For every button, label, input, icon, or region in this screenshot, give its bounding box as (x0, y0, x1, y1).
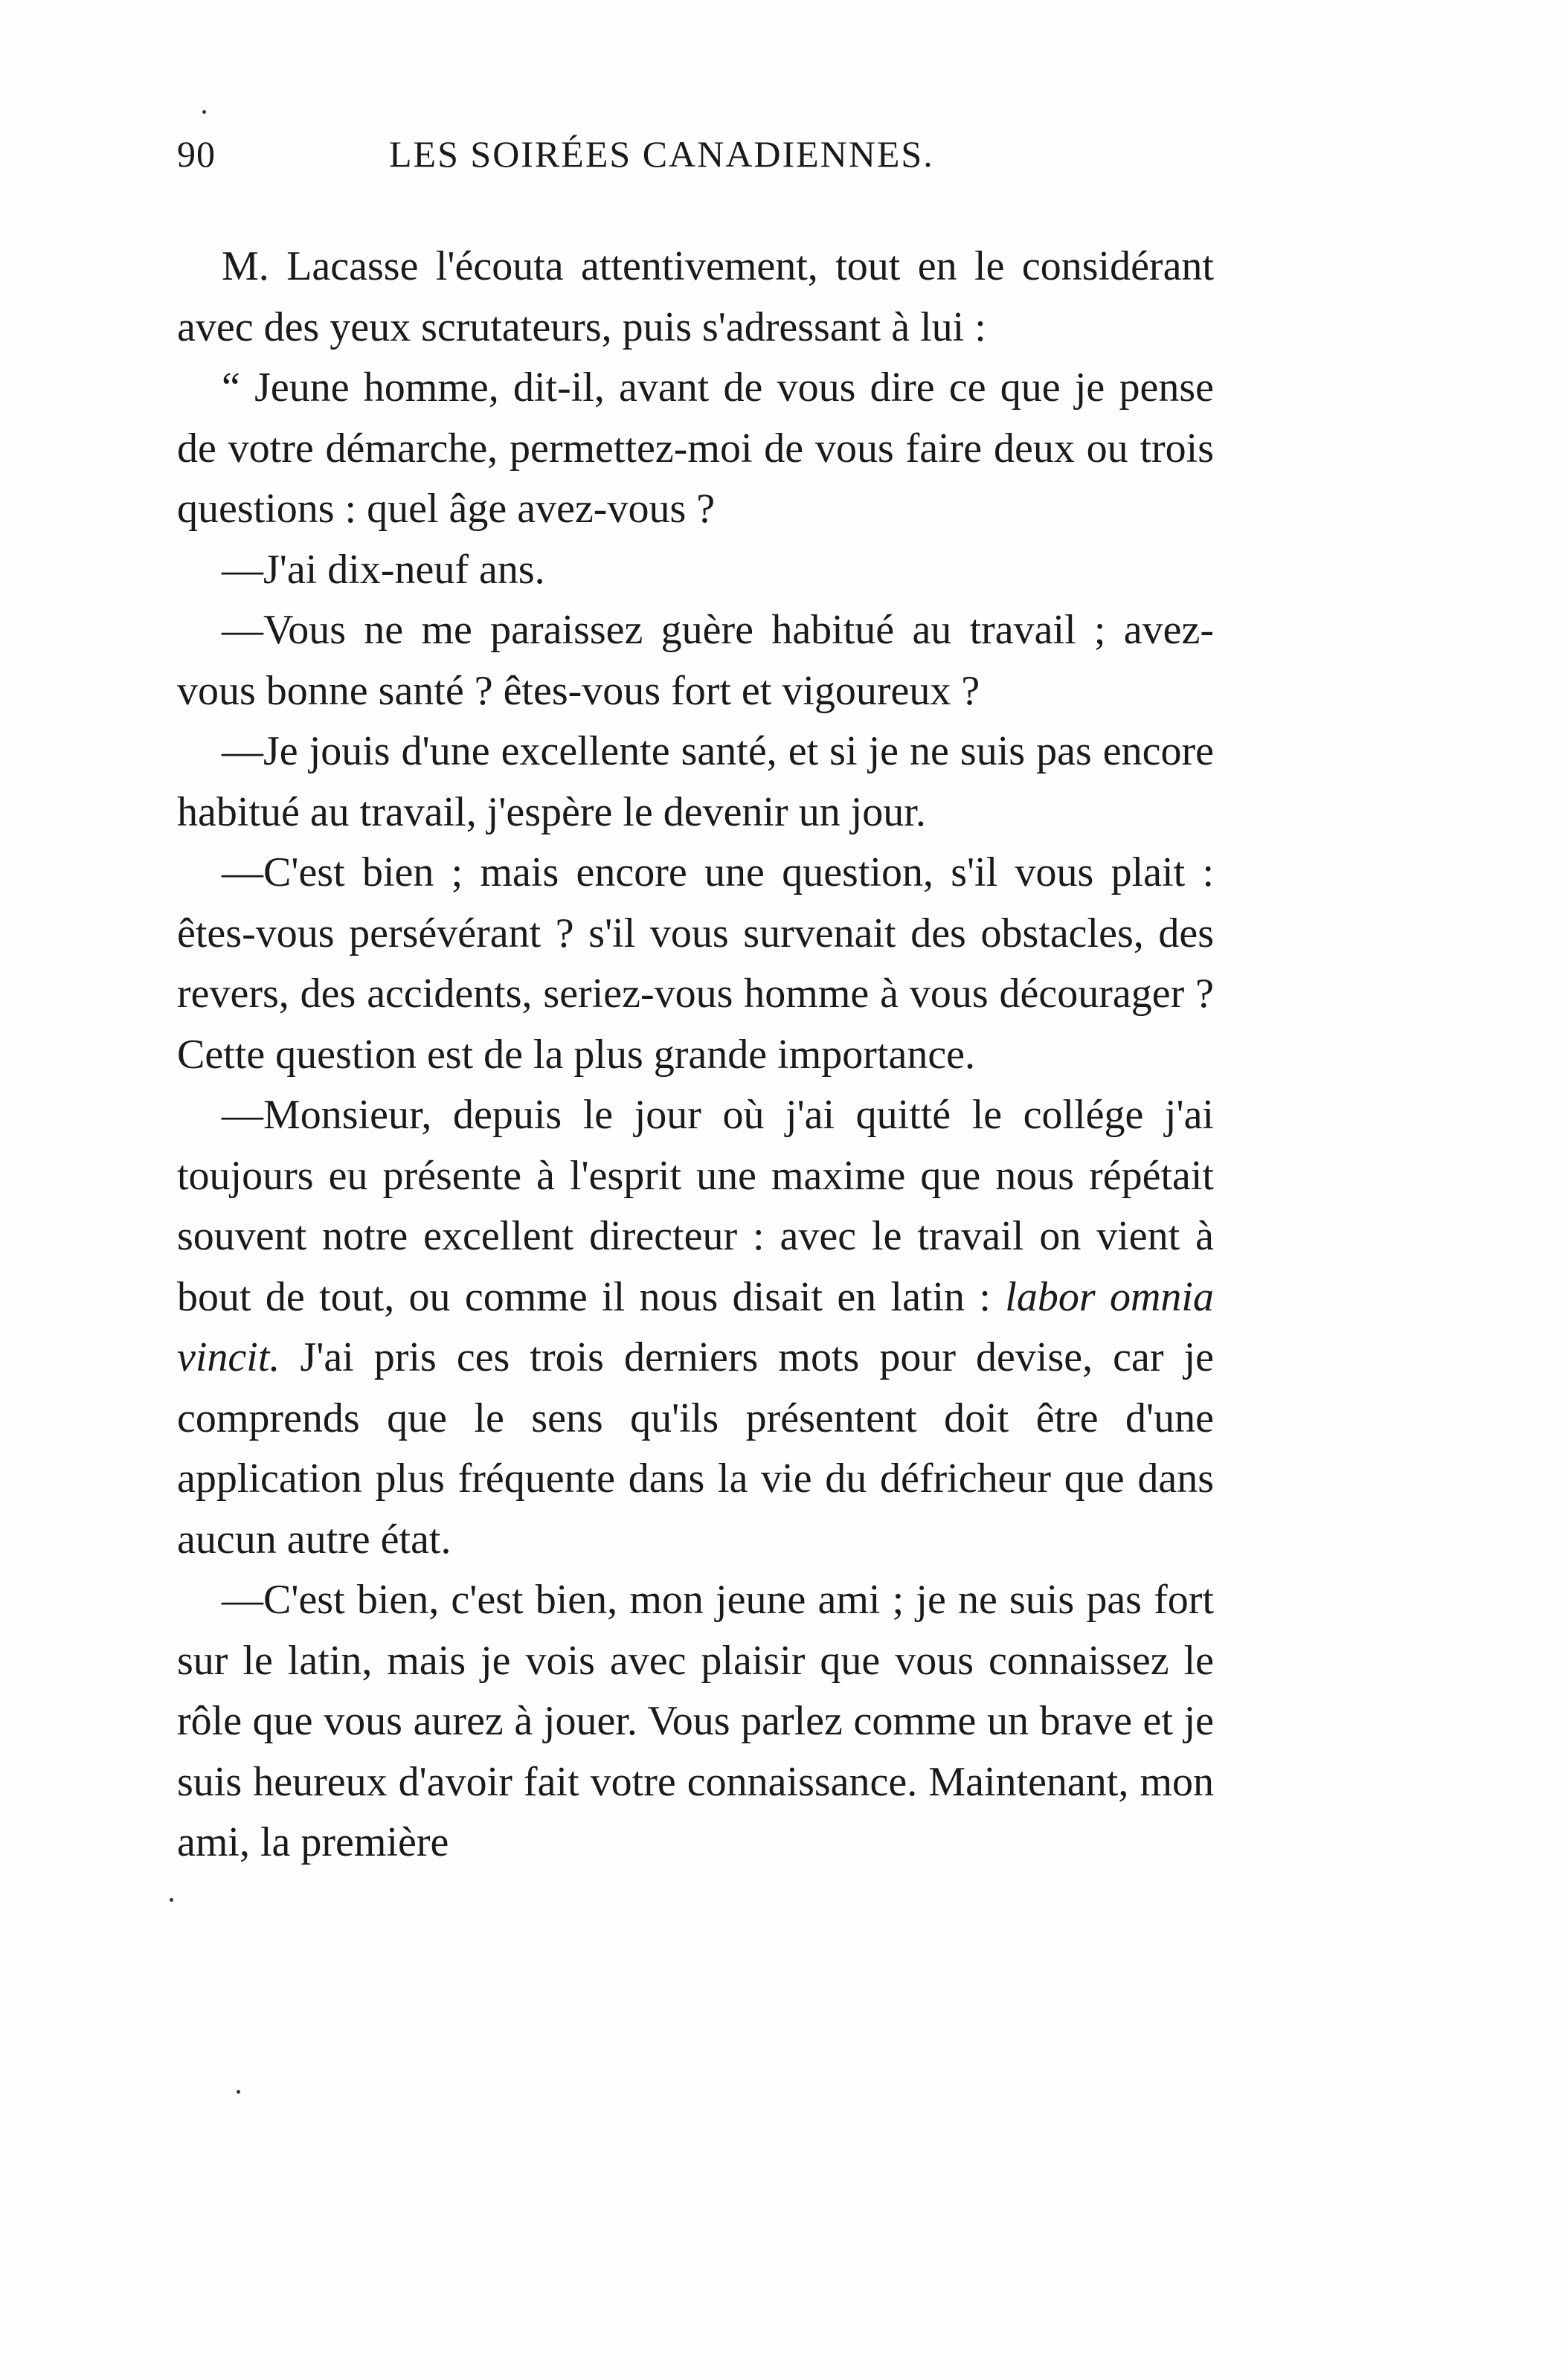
print-speck (237, 2090, 240, 2094)
latin-motto: labor omnia vincit. (177, 1273, 1214, 1380)
print-speck (202, 110, 206, 114)
paragraph: M. Lacasse l'écouta attentivement, tout en le considérant avec des yeux scrutateurs, puis s'adressant à lui : (177, 243, 1214, 350)
paragraph: “ Jeune homme, dit-il, avant de vous dire ce que je pense de votre démarche, permettez-moi de vous faire deux ou trois questions : quel âge avez-vous ? (177, 364, 1214, 532)
paragraph: —Vous ne me paraissez guère habitué au travail ; avez-vous bonne santé ? êtes-vous fort et vigoureux ? (177, 607, 1214, 714)
paragraph: —Monsieur, depuis le jour où j'ai quitté le collége j'ai toujours eu présente à l'esprit une maxime que nous répétait souvent notre excellent directeur : avec le travail on vient à bout de tout, ou comme il nous disait en latin : labor omnia vincit. J'ai pris ces trois derniers mots pour devise, car je comprends que le sens qu'ils présentent doit être d'une application plus fréquente dans la vie du défricheur que dans aucun autre état. (177, 1092, 1214, 1563)
running-title: LES SOIRÉES CANADIENNES. (389, 133, 934, 175)
print-speck (170, 1898, 173, 1902)
paragraph: —C'est bien ; mais encore une question, s'il vous plait : êtes-vous persévérant ? s'il vous survenait des obstacles, des revers, des accidents, seriez-vous homme à vous décourager ? Cette question est de la plus grande importance. (177, 849, 1214, 1078)
paragraph: —C'est bien, c'est bien, mon jeune ami ; je ne suis pas fort sur le latin, mais je vois avec plaisir que vous connaissez le rôle que vous aurez à jouer. Vous parlez comme un brave et je suis heureux d'avoir fait votre connaissance. Maintenant, mon ami, la première (177, 1577, 1214, 1865)
paragraph: —J'ai dix-neuf ans. (222, 546, 545, 593)
body-text (177, 237, 1214, 1874)
paragraph: —Je jouis d'une excellente santé, et si je ne suis pas encore habitué au travail, j'espère le devenir un jour. (177, 728, 1214, 835)
page-number: 90 (177, 133, 216, 175)
page-header (177, 132, 1214, 184)
